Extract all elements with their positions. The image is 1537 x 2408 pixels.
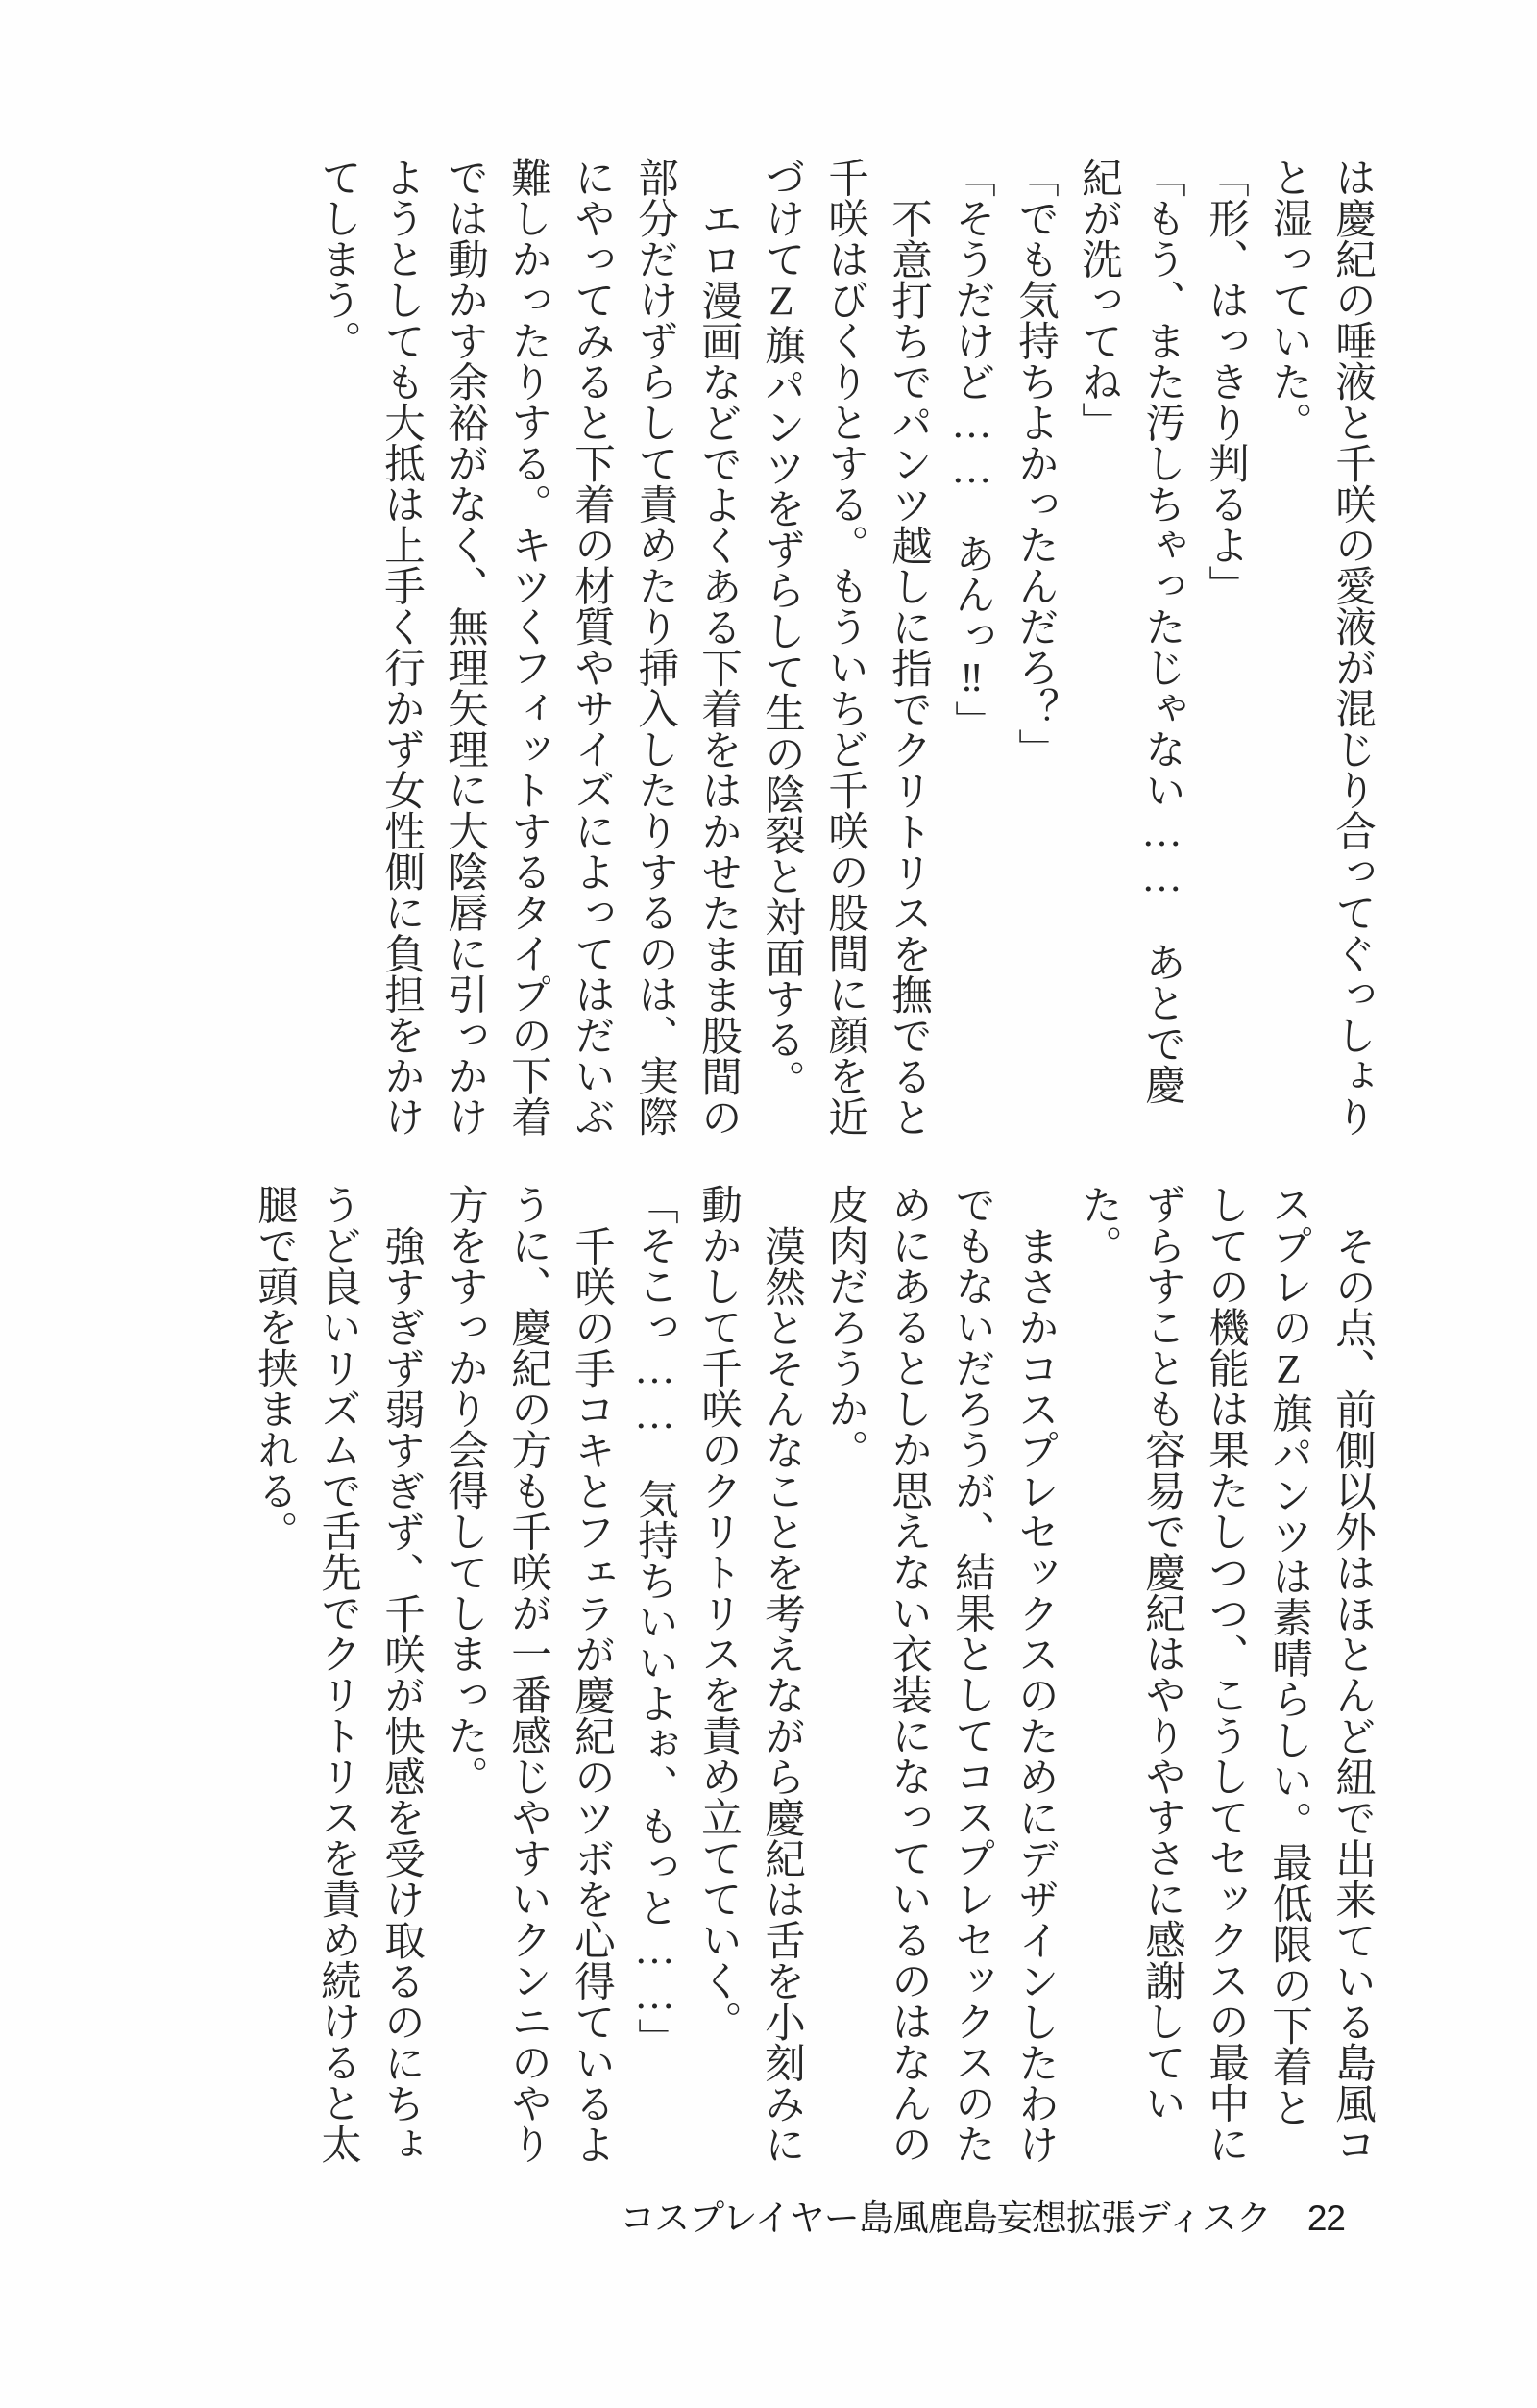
paragraph: 「そうだけど…… あんっ‼」: [949, 157, 994, 742]
paragraph: 「でも気持ちよかったんだろ？」: [1012, 157, 1058, 770]
bottom-text-block: [252, 1184, 1383, 2166]
paragraph: エロ漫画などでよくある下着をはかせたまま股間の部分だけずらして責めたり挿入したりするのは、実際にやってみると下着の材質やサイズによってはだいぶ難しかったりする。キツくフィットするタイプの下着では動かす余裕がなく、無理矢理に大陰唇に引っかけようとしても大抵は上手く行かず女性側に負担をかけてしまう。: [315, 157, 741, 1137]
paragraph: 千咲の手コキとフェラが慶紀のツボを心得ているように、慶紀の方も千咲が一番感じやすいクンニのやり方をすっかり会得してしまった。: [442, 1184, 614, 2164]
paragraph: 「もう、また汚しちゃったじゃない…… あとで慶紀が洗ってね」: [1076, 157, 1184, 1105]
paragraph: 不意打ちでパンツ越しに指でクリトリスを撫でると千咲はびくりとする。もういちど千咲の股間に顔を近づけてZ旗パンツをずらして生の陰裂と対面する。: [759, 157, 931, 1137]
paragraph: 「形、はっきり判るよ」: [1203, 157, 1248, 606]
paragraph: 強すぎず弱すぎず、千咲が快感を受け取るのにちょうど良いリズムで舌先でクリトリスを責め続けると太腿で頭を挟まれる。: [252, 1184, 424, 2164]
footer-book-title: コスプレイヤー島風鹿島妄想拡張ディスク: [620, 2199, 1271, 2238]
paragraph: まさかコスプレセックスのためにデザインしたわけでもないだろうが、結果としてコスプレセックスのためにあるとしか思えない衣装になっているのはなんの皮肉だろうか。: [822, 1184, 1058, 2164]
paragraph: は慶紀の唾液と千咲の愛液が混じり合ってぐっしょりと湿っていた。: [1266, 157, 1375, 1137]
paragraph: 「そこっ…… 気持ちいいよぉ、もっと……」: [632, 1184, 677, 2059]
top-text-block: [288, 157, 1383, 1139]
paragraph: 漠然とそんなことを考えながら慶紀は舌を小刻みに動かして千咲のクリトリスを責め立てていく。: [695, 1184, 804, 2164]
page-footer: [620, 2189, 1345, 2241]
paragraph: その点、前側以外はほとんど紐で出来ている島風コスプレのZ旗パンツは素晴らしい。最低限の下着としての機能は果たしつつ、こうしてセックスの最中にずらすことも容易で慶紀はやりやすさに感謝していた。: [1076, 1184, 1375, 2164]
footer-page-number: 22: [1306, 2199, 1345, 2238]
